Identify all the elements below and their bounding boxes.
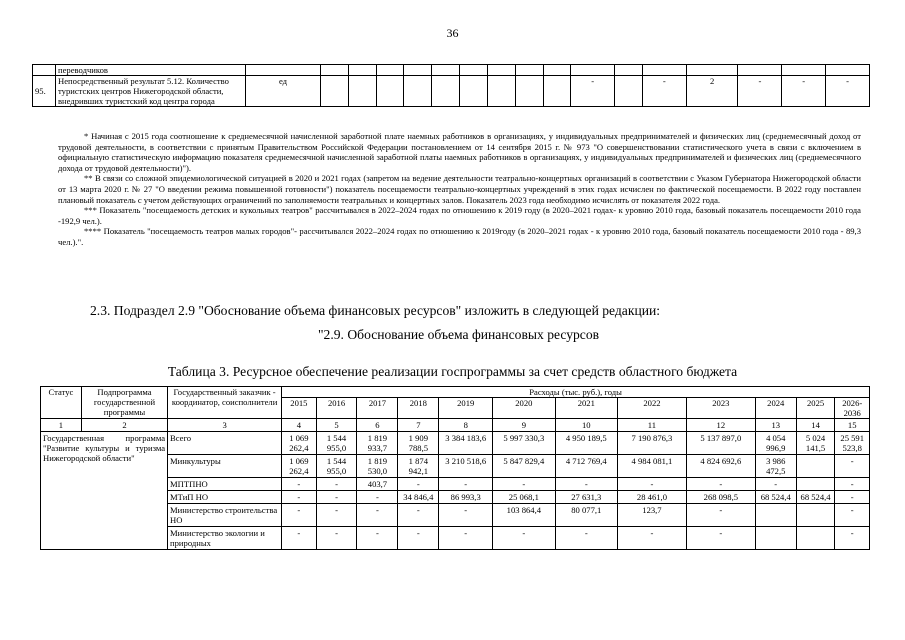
customer-cell: Всего [168,432,282,455]
year-header: 2015 [282,398,316,419]
value-cell: - [571,76,615,107]
amount-cell: - [493,527,555,550]
amount-cell: 5 847 829,4 [493,455,555,478]
table-cell [404,65,432,76]
value-cell: - [826,76,870,107]
header-status: Статус [41,387,82,419]
value-cell [460,76,488,107]
column-number: 4 [282,419,316,432]
footnote: * Начиная с 2015 года соотношение к среднемесячной начисленной заработной плате наемных работников в организациях, у индивидуальных предпринимателей и физических лиц (среднемесячный доход от трудовой деятельности, в соответствии с принятым Правительством Российской Федерации постановлением от 14 сентября 2015 г. № 973 "О совершенствовании статистического учета в связи с включением в официальную статистическую информацию показателя среднемесячной начисленной заработной платы наемных работников в организациях, у индивидуальных предпринимателей и физических лиц (среднемесячного дохода от трудовой деятельности)"). [58,131,861,173]
amount-cell: 68 524,4 [796,491,835,504]
table-title: Таблица 3. Ресурсное обеспечение реализации госпрограммы за счет средств областного бюджета [167,364,738,379]
footnote: ** В связи со сложной эпидемиологической ситуацией в 2020 и 2021 годах (запретом на ведение деятельности театрально-концертных организаций в соответствии с Указом Губернатора Нижегородской области от 13 марта 2020 г. № 27 "О введении режима повышенной готовности") показатель посещаемости театрально-концертных учреждений в этих годах исчислен по фактической посещаемости. В 2022 году поставлен плановый показатель с учетом действующих ограничений по заполняемости театральных и концертных залов. Показатель 2023 года необходимо исчислять от показателя 2022 года. [58,173,861,205]
value-cell [487,76,515,107]
amount-cell: - [282,504,316,527]
amount-cell: - [282,478,316,491]
column-number: 5 [316,419,357,432]
amount-cell: 80 077,1 [555,504,617,527]
column-number: 15 [835,419,870,432]
section-heading: 2.3. Подраздел 2.9 "Обоснование объема финансовых ресурсов" изложить в следующей редакции: [90,303,661,318]
customer-cell: МПТПНО [168,478,282,491]
row-number: 95. [33,76,56,107]
column-number: 9 [493,419,555,432]
year-header: 2020 [493,398,555,419]
amount-cell: 123,7 [618,504,687,527]
amount-cell: 1 909 788,5 [398,432,439,455]
table-cell [246,65,321,76]
amount-cell: - [357,527,398,550]
value-cell [376,76,404,107]
customer-cell: Министерство экологии и природных [168,527,282,550]
header-customer: Государственный заказчик - координатор, соисполнители [168,387,282,419]
customer-cell: МТиП НО [168,491,282,504]
amount-cell: 103 864,4 [493,504,555,527]
table-row [33,65,870,76]
amount-cell: - [439,478,493,491]
amount-cell: - [618,527,687,550]
amount-cell [796,455,835,478]
column-numbers-row [41,419,870,432]
subsection-heading: "2.9. Обоснование объема финансовых ресурсов [318,327,600,342]
year-header: 2026-2036 [835,398,870,419]
column-number: 10 [555,419,617,432]
amount-cell: 34 846,4 [398,491,439,504]
customer-cell: Минкультуры [168,455,282,478]
header-subprogram: Подпрограмма государственной программы [81,387,167,419]
amount-cell: 5 997 330,3 [493,432,555,455]
year-header: 2021 [555,398,617,419]
amount-cell [755,527,796,550]
value-cell [348,76,376,107]
table-cell [738,65,782,76]
status-cell: Государственная программа "Развитие культуры и туризма Нижегородской области" [41,432,168,550]
value-cell: - [782,76,826,107]
year-header: 2017 [357,398,398,419]
amount-cell: 1 819 933,7 [357,432,398,455]
amount-cell: 4 824 692,6 [686,455,755,478]
amount-cell: 5 137 897,0 [686,432,755,455]
amount-cell: 25 068,1 [493,491,555,504]
table-row [33,76,870,107]
amount-cell: - [835,491,870,504]
amount-cell: - [357,504,398,527]
amount-cell: - [316,504,357,527]
page-number: 36 [446,26,459,40]
amount-cell: - [755,478,796,491]
column-number: 14 [796,419,835,432]
amount-cell: 5 024 141,5 [796,432,835,455]
amount-cell [796,478,835,491]
year-header: 2016 [316,398,357,419]
table-cell: переводчиков [56,65,246,76]
column-number: 8 [439,419,493,432]
amount-cell: - [686,504,755,527]
footnote: *** Показатель "посещаемость детских и кукольных театров" рассчитывался в 2022–2024 годах по отношению к 2019 году (в 2020–2021 годах- к уровню 2010 года, базовый показатель посещаемости 2010 года -192,9 чел.). [58,205,861,226]
year-header: 2025 [796,398,835,419]
table-cell [543,65,571,76]
amount-cell: 1 819 530,0 [357,455,398,478]
header-expenses: Расходы (тыс. руб.), годы [282,387,870,398]
amount-cell: 4 950 189,5 [555,432,617,455]
table-cell [686,65,738,76]
amount-cell: - [835,455,870,478]
amount-cell: - [282,527,316,550]
amount-cell: - [835,478,870,491]
table-cell [515,65,543,76]
table-cell [460,65,488,76]
year-header: 2022 [618,398,687,419]
footnote: **** Показатель "посещаемость театров малых городов"- рассчитывался 2022–2024 годах по отношению к 2019году (в 2020–2021 годах - к уровню 2010 года, базовый показатель посещаемости 2010 года - 89,3 чел.).". [58,226,861,247]
table-cell [642,65,686,76]
amount-cell: - [493,478,555,491]
value-cell [321,76,349,107]
amount-cell: 28 461,0 [618,491,687,504]
column-number: 3 [168,419,282,432]
table-cell [571,65,615,76]
amount-cell: 4 712 769,4 [555,455,617,478]
year-header: 2024 [755,398,796,419]
amount-cell: - [686,527,755,550]
amount-cell: 1 069 262,4 [282,432,316,455]
amount-cell: - [618,478,687,491]
amount-cell: 7 190 876,3 [618,432,687,455]
amount-cell: - [398,527,439,550]
value-cell: - [738,76,782,107]
resource-table [40,386,870,550]
amount-cell: - [686,478,755,491]
amount-cell: - [398,478,439,491]
amount-cell: - [316,527,357,550]
table-cell [782,65,826,76]
table-cell [321,65,349,76]
table-cell [826,65,870,76]
amount-cell: - [835,504,870,527]
amount-cell: 25 591 523,8 [835,432,870,455]
amount-cell: 1 874 942,1 [398,455,439,478]
value-cell [615,76,643,107]
amount-cell: 27 631,3 [555,491,617,504]
amount-cell: 268 098,5 [686,491,755,504]
value-cell [432,76,460,107]
table-row [41,432,870,455]
amount-cell: 4 054 996,9 [755,432,796,455]
amount-cell: 3 986 472,5 [755,455,796,478]
table-cell [487,65,515,76]
column-number: 12 [686,419,755,432]
indicators-table-fragment [32,64,870,107]
amount-cell: - [282,491,316,504]
value-cell [404,76,432,107]
amount-cell: 1 069 262,4 [282,455,316,478]
table-cell [376,65,404,76]
amount-cell [796,527,835,550]
table-cell [348,65,376,76]
amount-cell: - [357,491,398,504]
column-number: 11 [618,419,687,432]
unit-cell: ед [246,76,321,107]
column-number: 13 [755,419,796,432]
amount-cell: - [555,478,617,491]
amount-cell: 3 210 518,6 [439,455,493,478]
customer-cell: Министерство строительства НО [168,504,282,527]
year-header: 2023 [686,398,755,419]
value-cell: - [642,76,686,107]
amount-cell [796,504,835,527]
table-cell [432,65,460,76]
footnotes [58,131,861,248]
table-cell [33,65,56,76]
amount-cell: - [316,491,357,504]
amount-cell: 1 544 955,0 [316,432,357,455]
indicator-name: Непосредственный результат 5.12. Количество туристских центров Нижегородской области, внедривших туристский код центра города [56,76,246,107]
amount-cell: 4 984 081,1 [618,455,687,478]
amount-cell: 68 524,4 [755,491,796,504]
amount-cell: - [835,527,870,550]
column-number: 6 [357,419,398,432]
year-header: 2018 [398,398,439,419]
amount-cell: - [398,504,439,527]
value-cell [543,76,571,107]
amount-cell: - [316,478,357,491]
amount-cell: - [439,527,493,550]
amount-cell: 1 544 955,0 [316,455,357,478]
value-cell [515,76,543,107]
year-header: 2019 [439,398,493,419]
amount-cell: 86 993,3 [439,491,493,504]
amount-cell: - [439,504,493,527]
table-cell [615,65,643,76]
amount-cell: 403,7 [357,478,398,491]
amount-cell [755,504,796,527]
column-number: 7 [398,419,439,432]
column-number: 1 [41,419,82,432]
value-cell: 2 [686,76,738,107]
amount-cell: 3 384 183,6 [439,432,493,455]
column-number: 2 [81,419,167,432]
amount-cell: - [555,527,617,550]
